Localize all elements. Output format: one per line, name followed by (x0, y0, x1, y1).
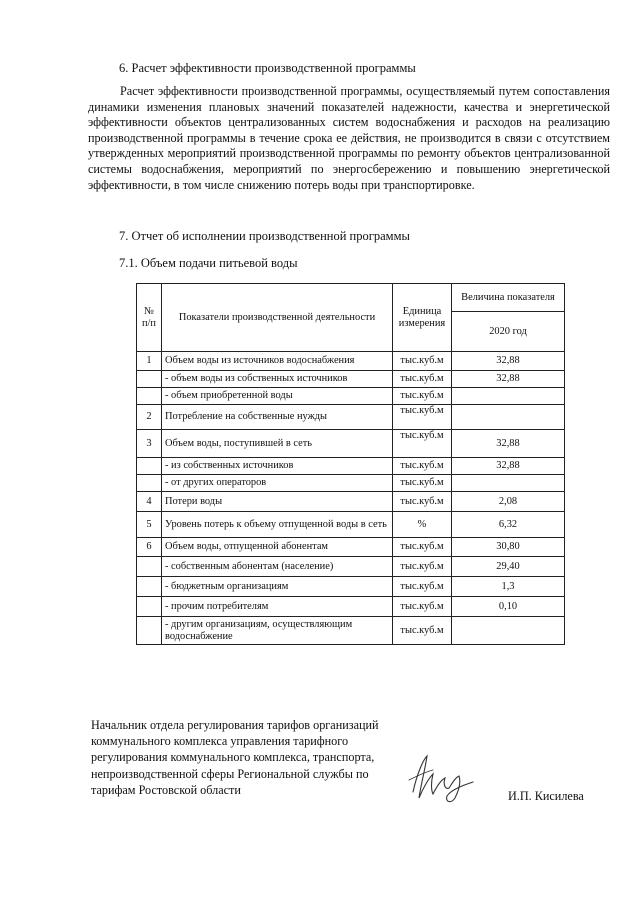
row-value: 2,08 (452, 492, 565, 512)
table-row (137, 405, 565, 430)
row-indicator: - объем приобретенной воды (162, 388, 393, 405)
row-value: 32,88 (452, 458, 565, 475)
row-indicator: Потери воды (162, 492, 393, 512)
signer-name: И.П. Кисилева (508, 789, 584, 803)
row-value: 30,80 (452, 538, 565, 557)
row-indicator: - бюджетным организациям (162, 577, 393, 597)
header-num: № п/п (137, 284, 162, 352)
row-indicator: Объем воды из источников водоснабжения (162, 352, 393, 371)
row-value: 6,32 (452, 512, 565, 538)
table-row (137, 458, 565, 475)
row-indicator: - от других операторов (162, 475, 393, 492)
table-row (137, 475, 565, 492)
row-num: 5 (137, 512, 162, 538)
row-num (137, 597, 162, 617)
row-value (452, 475, 565, 492)
table-row (137, 352, 565, 371)
table-row (137, 538, 565, 557)
row-unit: тыс.куб.м (393, 538, 452, 557)
table-row (137, 577, 565, 597)
row-num (137, 388, 162, 405)
row-num: 6 (137, 538, 162, 557)
row-value: 1,3 (452, 577, 565, 597)
table-body (137, 352, 565, 645)
water-supply-table (136, 283, 565, 645)
row-unit: тыс.куб.м (393, 577, 452, 597)
row-unit: тыс.куб.м (393, 430, 452, 458)
header-indicator: Показатели производственной деятельности (162, 284, 393, 352)
section-7-heading: 7. Отчет об исполнении производственной программы (119, 229, 410, 243)
row-indicator: Потребление на собственные нужды (162, 405, 393, 430)
row-indicator: Объем воды, отпущенной абонентам (162, 538, 393, 557)
row-unit: тыс.куб.м (393, 352, 452, 371)
table-row (137, 557, 565, 577)
handwritten-signature (403, 752, 485, 808)
row-indicator: Объем воды, поступившей в сеть (162, 430, 393, 458)
header-year: 2020 год (452, 312, 565, 352)
row-num (137, 557, 162, 577)
row-value: 32,88 (452, 371, 565, 388)
row-num (137, 577, 162, 597)
section-6-heading: 6. Расчет эффективности производственной программы (119, 61, 416, 75)
row-value: 0,10 (452, 597, 565, 617)
row-indicator: - другим организациям, осуществляющим водоснабжение (162, 617, 393, 645)
row-value (452, 405, 565, 430)
row-unit: тыс.куб.м (393, 475, 452, 492)
row-value: 32,88 (452, 352, 565, 371)
row-indicator: - прочим потребителям (162, 597, 393, 617)
row-unit: тыс.куб.м (393, 617, 452, 645)
row-num: 4 (137, 492, 162, 512)
row-unit: тыс.куб.м (393, 371, 452, 388)
row-unit: % (393, 512, 452, 538)
table-row (137, 512, 565, 538)
header-unit: Единица измерения (393, 284, 452, 352)
row-unit: тыс.куб.м (393, 388, 452, 405)
row-value: 29,40 (452, 557, 565, 577)
signer-position: Начальник отдела регулирования тарифов организаций коммунального комплекса управления тарифного регулирования коммунального комплекса, транспорта, непроизводственной сферы Региональной службы по тарифам Ростовской области (91, 718, 379, 797)
table-row (137, 430, 565, 458)
row-unit: тыс.куб.м (393, 492, 452, 512)
section-7-1-subheading: 7.1. Объем подачи питьевой воды (119, 256, 298, 270)
row-value (452, 617, 565, 645)
row-indicator: - собственным абонентам (население) (162, 557, 393, 577)
row-num (137, 458, 162, 475)
table-row (137, 617, 565, 645)
table-row (137, 388, 565, 405)
row-num: 1 (137, 352, 162, 371)
row-num (137, 475, 162, 492)
row-num (137, 371, 162, 388)
row-unit: тыс.куб.м (393, 405, 452, 430)
table-row (137, 492, 565, 512)
row-num: 3 (137, 430, 162, 458)
row-value (452, 388, 565, 405)
row-indicator: - объем воды из собственных источников (162, 371, 393, 388)
row-indicator: Уровень потерь к объему отпущенной воды в сеть (162, 512, 393, 538)
row-indicator: - из собственных источников (162, 458, 393, 475)
table-row (137, 597, 565, 617)
row-value: 32,88 (452, 430, 565, 458)
table-row (137, 371, 565, 388)
row-unit: тыс.куб.м (393, 458, 452, 475)
section-6-paragraph: Расчет эффективности производственной программы, осуществляемый путем сопоставления динамики изменения плановых значений показателей надежности, качества и энергетической эффективности объектов централизованных систем водоснабжения и расходов на реализацию производственной программы в течение срока ее действия, не производится в связи с отсутствием утвержденных мероприятий производственной программы по ремонту объектов централизованной системы водоснабжения, мероприятий по энергосбережению и повышению энергетической эффективности, в том числе снижению потерь воды при транспортировке. (88, 84, 610, 192)
header-value-group: Величина показателя (452, 284, 565, 312)
row-num (137, 617, 162, 645)
row-unit: тыс.куб.м (393, 597, 452, 617)
row-num: 2 (137, 405, 162, 430)
row-unit: тыс.куб.м (393, 557, 452, 577)
